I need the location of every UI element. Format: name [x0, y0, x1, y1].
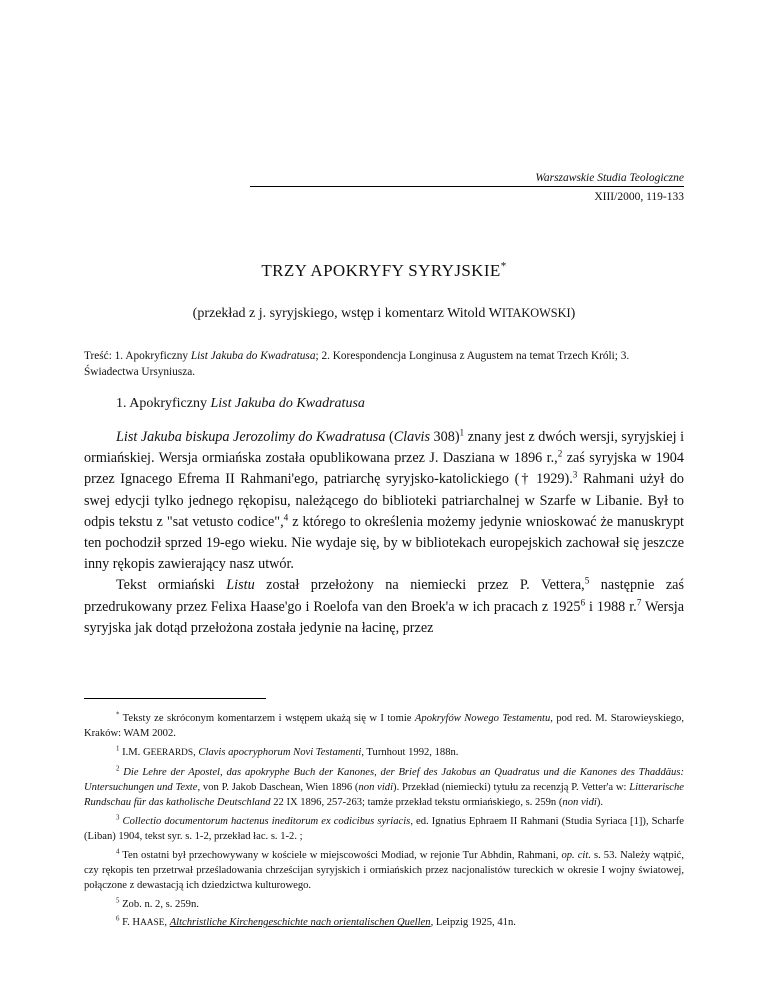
footnote-mark: *: [116, 711, 120, 719]
toc-label: Treść: 1. Apokryficzny: [84, 350, 191, 362]
footnote-ref-7[interactable]: 7: [636, 596, 642, 607]
journal-name: Warszawskie Studia Teologiczne: [535, 172, 684, 184]
fn-text: ,: [193, 746, 199, 758]
footnote-4: [84, 848, 684, 894]
header-rule: [250, 186, 684, 187]
section-heading: [116, 396, 365, 412]
fn-text: Clavis apocryphorum Novi Testamenti: [198, 746, 362, 758]
p1-seg: z którego to określenia możemy jedynie wnioskować że manuskrypt ten pochodził sprzed 19-ego wieku. Nie wydaje się, by w bibliotekach europejskich zachował się jeszcze inny rękopis zawierający nasz utwór.: [84, 513, 684, 573]
body-text: [84, 427, 684, 639]
author-surname-rest: ITAKOWSKI: [501, 306, 571, 320]
fn-author-rest: AASE: [140, 918, 165, 929]
subtitle-before: (przekład z j. syryjskiego, wstęp i komentarz Witold: [192, 306, 489, 321]
footnote-mark: 6: [116, 915, 120, 923]
footnote-ref-4[interactable]: 4: [283, 512, 289, 523]
footnote-star: [84, 711, 684, 741]
p1-seg: 308): [429, 429, 460, 445]
footnote-ref-1[interactable]: 1: [459, 427, 465, 438]
article-subtitle: [84, 306, 684, 322]
footnote-5: [84, 897, 684, 912]
p1-seg: List Jakuba biskupa Jerozolimy do Kwadratusa: [116, 429, 386, 445]
fn-text: F. H: [119, 917, 141, 929]
fn-text: I.M.: [119, 746, 143, 758]
fn-text: Apokryfów Nowego Testamentu: [414, 713, 551, 724]
fn-text: non vidi: [358, 781, 394, 793]
p2-seg: Tekst ormiański: [116, 577, 227, 594]
footnote-mark: 4: [116, 848, 120, 856]
p2-seg: Wersja syryjska jak dotąd przełożona została jedynie na łacinę, przez: [84, 598, 684, 636]
fn-text: , Turnhout 1992, 188n.: [361, 746, 459, 758]
footnote-mark: 3: [116, 814, 120, 822]
p1-seg: Rahmani użył do swej edycji tylko jednego rękopisu, należącego do biblioteki patriarchalnej w Szarfe w Libanie. Był to odpis tekstu z "sat vetusto codice",: [84, 471, 685, 530]
section-title: List Jakuba do Kwadratusa: [210, 396, 365, 411]
volume-pages: XIII/2000, 119-133: [594, 191, 684, 203]
paragraph-1: [84, 427, 684, 575]
title-text: TRZY APOKRYFY SYRYJSKIE: [261, 261, 501, 280]
author-surname-initial: W: [488, 306, 502, 321]
fn-text: Zob. n. 2, s. 259n.: [119, 898, 199, 910]
p1-seg: znany jest z dwóch wersji, syryjskiej i ormiańskiej. Wersja ormiańska została opublikowana przez J. Dasziana w 1896 r.,: [84, 429, 685, 467]
p2-seg: następnie zaś przedrukowany przez Felixa Haase'go i Roelofa van den Broek'a w ich pracach z 1925: [84, 577, 684, 615]
fn-text: ,: [164, 917, 170, 929]
footnote-3: [84, 814, 684, 844]
fn-text: [170, 917, 431, 928]
footnote-ref-6[interactable]: 6: [580, 596, 586, 607]
fn-text: Litterarische Rundschau für das katholische Deutschland: [84, 781, 684, 809]
fn-author-rest: EERARDS: [150, 747, 194, 758]
paragraph-2: [84, 575, 684, 639]
footnote-mark: 2: [116, 765, 120, 773]
section-number: 1. Apokryficzny: [116, 396, 211, 411]
p2-seg: Listu: [226, 577, 255, 594]
fn-text: op. cit.: [561, 849, 591, 861]
p2-seg: i 1988 r.: [585, 598, 637, 615]
fn-text: , pod red. M. Starowieyskiego, Kraków: WAM 2002.: [84, 713, 685, 740]
fn-text: 22 IX 1896, 257-263; tamże przekład tekstu ormiańskiego, s. 259n (: [270, 797, 563, 809]
p1-seg: zaś syryjska w 1904 przez Ignacego Efrema II Rahmani'ego, patriarchę syryjsko-katolickiego († 1929).: [84, 450, 684, 488]
fn-text: Ten ostatni był przechowywany w kościele w miejscowości Modiad, w rejonie Tur Abhdin, Rahmani,: [119, 849, 562, 861]
footnote-ref-3[interactable]: 3: [572, 469, 578, 480]
fn-text: Collectio documentorum hactenus ineditorum ex codicibus syriacis: [122, 815, 411, 827]
article-title: [84, 261, 684, 281]
title-footnote-marker[interactable]: *: [500, 260, 507, 273]
toc-item1-title: List Jakuba do Kwadratusa: [190, 350, 316, 362]
footnote-mark: 1: [116, 745, 120, 753]
fn-text: , Leipzig 1925, 41n.: [430, 917, 516, 929]
fn-text: Die Lehre der Apostel, das apokryphe Buch der Kanones, der Brief des Jakobus an Quadratus und die Kanones des Thaddäus: Untersuchungen und Texte: [84, 766, 684, 793]
fn-text: s. 53. Należy wątpić, czy rękopis ten przetrwał prześladowania chrześcijan syryjskich i ormiańskich przez nacjonalistów tureckich w okresie I wojny światowej, połączone z dewastacją ich dziedzictwa kulturowego.: [84, 849, 684, 892]
p2-seg: został przełożony na niemiecki przez P. Vettera,: [254, 577, 585, 594]
table-of-contents: [84, 348, 684, 380]
footnote-mark: 5: [116, 897, 120, 905]
footnote-ref-2[interactable]: 2: [557, 448, 563, 459]
p1-seg: (: [385, 429, 394, 445]
footnote-ref-5[interactable]: 5: [584, 575, 590, 586]
fn-author-initial: G: [142, 746, 151, 758]
footnote-2: [84, 765, 684, 811]
footnote-6: [84, 915, 684, 931]
footnotes: [84, 711, 684, 935]
fn-text: , ed. Ignatius Ephraem II Rahmani (Studia Syriaca [1]), Scharfe (Liban) 1904, tekst syr. s. 1-2, przekład łac. s. 1-2. ;: [84, 815, 684, 842]
toc-rest: ; 2. Korespondencja Longinusa z Augustem na temat Trzech Króli; 3. Świadectwa Ursyniusza.: [84, 350, 630, 378]
fn-text: , von P. Jakob Daschean, Wien 1896 (: [197, 781, 359, 793]
fn-text: ). Przekład (niemiecki) tytułu za recenzją P. Vetter'a w:: [393, 781, 630, 793]
fn-underlined-title: Altchristliche Kirchengeschichte nach orientalischen Quellen: [169, 917, 431, 929]
fn-text: ).: [596, 797, 604, 809]
p1-seg: Clavis: [393, 429, 430, 445]
footnote-1: [84, 745, 684, 761]
footnote-separator: [84, 698, 266, 699]
fn-text: non vidi: [562, 797, 597, 809]
subtitle-after: ): [570, 306, 576, 321]
fn-text: Teksty ze skróconym komentarzem i wstępem ukażą się w I tomie: [119, 713, 415, 724]
